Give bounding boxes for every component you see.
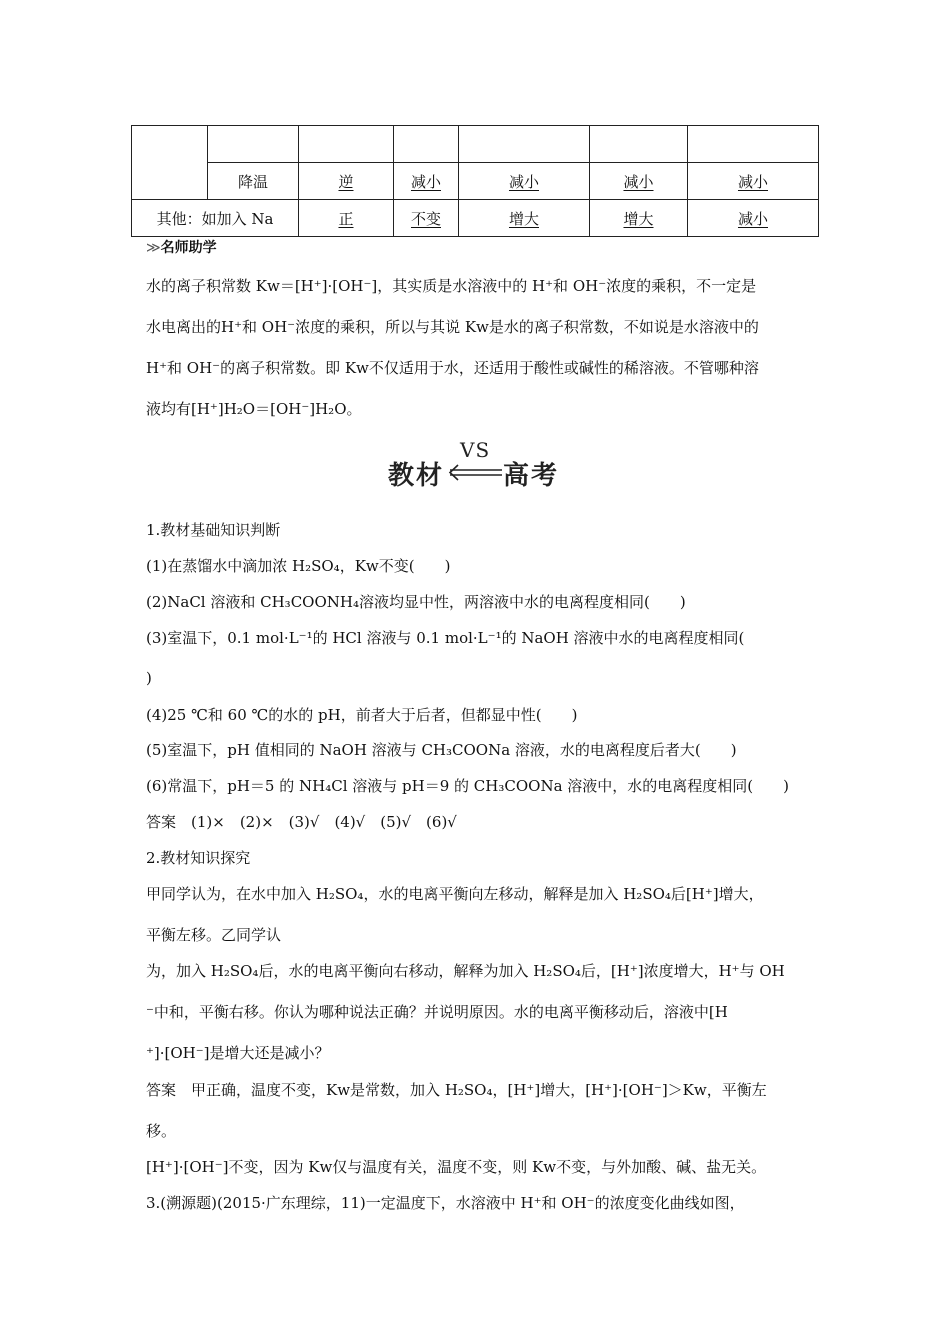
table-cell-empty — [590, 126, 688, 163]
section-heading: 1.教材基础知识判断 — [146, 521, 281, 539]
body-line: 平衡左移。乙同学认 — [146, 926, 282, 944]
question-line: (2)NaCl 溶液和 CH₃COONH₄溶液均显中性，两溶液中水的电离程度相同( ) — [146, 593, 686, 611]
condition-label: 降温 — [208, 163, 299, 200]
body-line: 甲同学认为，在水中加入 H₂SO₄，水的电离平衡向左移动，解释是加入 H₂SO₄后[H⁺]增大， — [146, 885, 764, 903]
section-banner — [0, 440, 950, 500]
table-cell-empty — [394, 126, 459, 163]
answer-line: 答案 (1)× (2)× (3)√ (4)√ (5)√ (6)√ — [146, 813, 457, 831]
tip-line: H⁺和 OH⁻的离子积常数。即 Kw不仅适用于水，还适用于酸性或碱性的稀溶液。不管哪种溶 — [146, 359, 759, 377]
tip-title: 名师助学 — [160, 240, 217, 256]
table-cell-empty — [132, 126, 208, 200]
value-cell: 增大 — [623, 209, 654, 228]
value-cell: 减小 — [737, 209, 768, 228]
table-cell-empty — [208, 126, 299, 163]
table-row — [132, 200, 819, 237]
answer-line: 移。 — [146, 1122, 177, 1140]
tip-line: 水的离子积常数 Kw＝[H⁺]·[OH⁻]，其实质是水溶液中的 H⁺和 OH⁻浓度的乘积，不一定是 — [146, 277, 757, 295]
body-line: 为，加入 H₂SO₄后，水的电离平衡向右移动，解释为加入 H₂SO₄后，[H⁺]浓度增大，H⁺与 OH — [146, 962, 785, 980]
condition-label: 其他：如加入 Na — [132, 200, 299, 237]
banner-right: 高考 — [503, 461, 560, 491]
tip-line: 水电离出的H⁺和 OH⁻浓度的乘积，所以与其说 Kw是水的离子积常数，不如说是水溶液中的 — [146, 318, 759, 336]
answer-line: [H⁺]·[OH⁻]不变，因为 Kw仅与温度有关，温度不变，则 Kw不变，与外加酸、碱、盐无关。 — [146, 1158, 767, 1176]
body-line: ⁻中和，平衡右移。你认为哪种说法正确？并说明原因。水的电离平衡移动后，溶液中[H — [146, 1003, 728, 1021]
value-cell: 减小 — [410, 172, 441, 191]
tip-heading — [146, 237, 217, 257]
question-line: 3.(溯源题)(2015·广东理综，11)一定温度下，水溶液中 H⁺和 OH⁻的浓度变化曲线如图， — [146, 1194, 745, 1212]
double-arrow-icon — [446, 462, 504, 484]
shift-direction: 正 — [338, 209, 354, 228]
double-arrow-icon: ≫ — [146, 240, 161, 256]
answer-line: 答案 甲正确，温度不变，Kw是常数，加入 H₂SO₄，[H⁺]增大，[H⁺]·[OH⁻]＞Kw，平衡左 — [146, 1081, 767, 1099]
tip-line: 液均有[H⁺]H₂O＝[OH⁻]H₂O。 — [146, 400, 362, 418]
value-cell: 减小 — [508, 172, 539, 191]
value-cell: 不变 — [410, 209, 441, 228]
shift-direction: 逆 — [338, 172, 354, 191]
question-line: (3)室温下，0.1 mol·L⁻¹的 HCl 溶液与 0.1 mol·L⁻¹的 NaOH 溶液中水的电离程度相同( — [146, 629, 745, 647]
ionization-table — [131, 125, 819, 237]
banner-left: 教材 — [388, 461, 445, 491]
body-line: ⁺]·[OH⁻]是增大还是减小？ — [146, 1044, 330, 1062]
table-cell-empty — [688, 126, 819, 163]
value-cell: 增大 — [508, 209, 539, 228]
section-heading: 2.教材知识探究 — [146, 849, 251, 867]
question-line: (6)常温下，pH＝5 的 NH₄Cl 溶液与 pH＝9 的 CH₃COONa 溶液中，水的电离程度相同( ) — [146, 777, 789, 795]
table-cell-empty — [299, 126, 394, 163]
question-line: ) — [146, 669, 152, 687]
question-line: (5)室温下，pH 值相同的 NaOH 溶液与 CH₃COONa 溶液，水的电离程度后者大( ) — [146, 741, 737, 759]
value-cell: 减小 — [737, 172, 768, 191]
table-cell-empty — [459, 126, 590, 163]
banner-vs: VS — [460, 438, 491, 462]
question-line: (4)25 ℃和 60 ℃的水的 pH，前者大于后者，但都显中性( ) — [146, 706, 578, 724]
table-row — [132, 163, 819, 200]
question-line: (1)在蒸馏水中滴加浓 H₂SO₄，Kw不变( ) — [146, 557, 451, 575]
value-cell: 减小 — [623, 172, 654, 191]
